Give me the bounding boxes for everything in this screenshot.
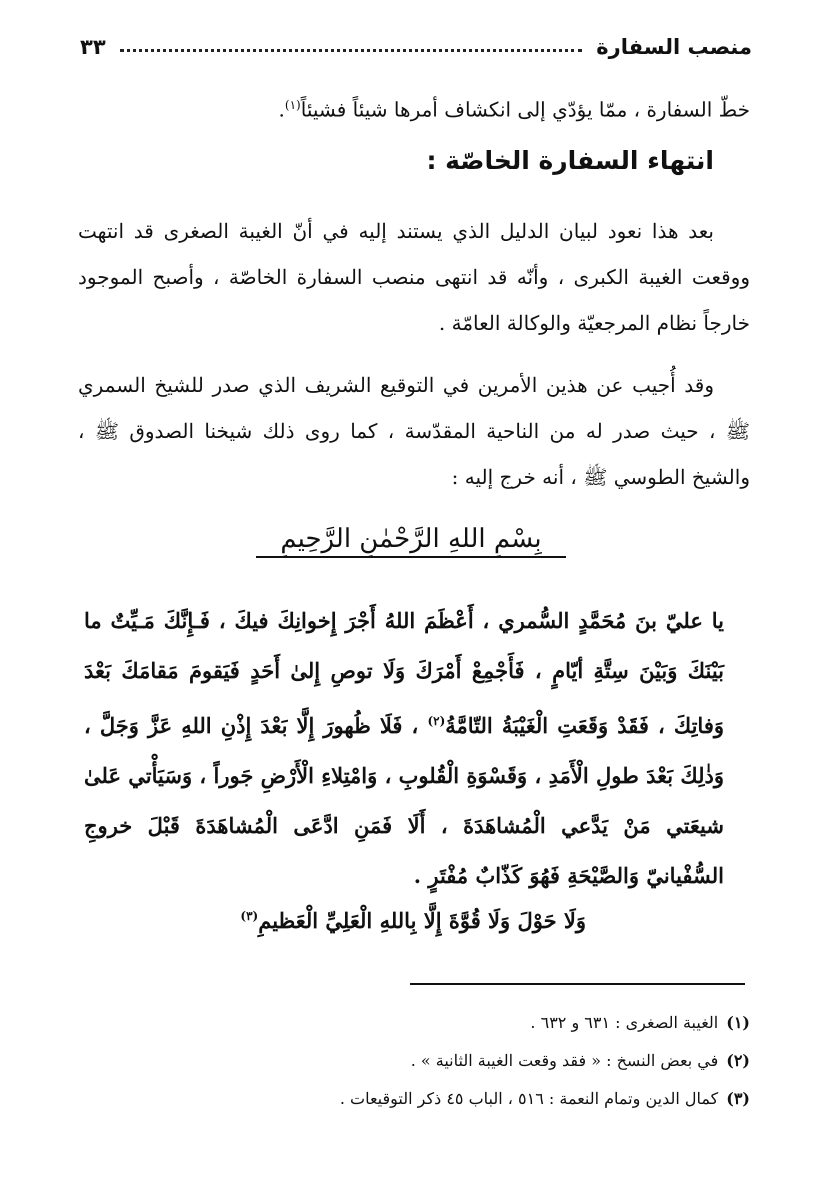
quote-part-2: ، فَلَا ظُهورَ إِلَّا بَعْدَ إِذْنِ اللهِ عَزَّ وَجَلَّ ، وَذٰلِكَ بَعْدَ طولِ الْأَمَدِ ، وَقَسْوَةِ الْقُلوبِ ، وَامْتِلاءِ الْأَرْضِ جَوراً ، وَسَيَأْتي عَلىٰ شيعَتي مَنْ يَدَّعي الْمُشاهَدَةَ ، أَلَا فَمَنِ ادَّعَى الْمُشاهَدَةَ قَبْلَ خروجِ السُّفْيانيّ وَالصَّيْحَةِ فَهُوَ كَذّابٌ مُفْتَرٍ . [84,713,724,888]
paragraph-continuation: خطّ السفارة ، ممّا يؤدّي إلى انكشاف أمرها شيئاً فشيئاً$^{(١)}$. [278,97,750,122]
paragraph-3-text: وقد أُجيب عن هذين الأمرين في التوقيع الشريف الذي صدر للشيخ السمري ﷺ ، حيث صدر له من الناحية المقدّسة ، كما روى ذلك شيخنا الصدوق ﷺ ، والشيخ الطوسي ﷺ ، أنه خرج إليه : [78,373,750,489]
basmala-calligraphy [0,524,822,558]
footnote-ref-3: (٣) [240,909,259,923]
footnote-text: كمال الدين وتمام النعمة : ٥١٦ ، الباب ٤٥ ذكر التوقيعات . [339,1089,719,1108]
footnote-ref-2: (٢) [427,714,446,728]
running-title: منصب السفارة [596,35,752,59]
footnote-item [80,1004,750,1042]
section-heading: انتهاء السفارة الخاصّة : [426,146,714,175]
footnotes [80,1004,750,1118]
quote-end-text: وَلَا حَوْلَ وَلَا قُوَّةَ إِلَّا بِاللهِ الْعَلِيِّ الْعَظيمِ [258,908,586,933]
basmala-text: بِسْمِ اللهِ الرَّحْمٰنِ الرَّحِيمِ [256,524,565,558]
paragraph-2 [78,208,750,346]
footnote-ref-1: (١) [284,98,301,112]
footnote-number: (٢) [726,1051,750,1070]
footnote-number: (١) [726,1013,750,1032]
footnote-text: في بعض النسخ : « فقد وقعت الغيبة الثانية » . [410,1051,719,1070]
paragraph-2-text: بعد هذا نعود لبيان الدليل الذي يستند إليه في أنّ الغيبة الصغرى قد انتهت ووقعت الغيبة الكبرى ، وأنّه قد انتهى منصب السفارة الخاصّة ، وأصبح الموجود خارجاً نظام المرجعيّة والوكالة العامّة . [78,219,750,335]
quote-part-1: يا عليّ بنَ مُحَمَّدٍ السُّمري ، أَعْظَمَ اللهُ أَجْرَ إِخوانِكَ فيكَ ، فَـإِنَّكَ مَـيِّتٌ ما بَيْنَكَ وَبَيْنَ سِتَّةِ أيّامٍ ، فَأَجْمِعْ أَمْرَكَ وَلَا توصِ إِلىٰ أَحَدٍ فَيَقومَ مَقامَكَ بَعْدَ وَفاتِكَ ، فَقَدْ وَقَعَتِ الْغَيْبَةُ التّامَّةُ [84,608,725,738]
page-header [80,30,752,64]
footnote-separator [410,983,745,985]
footnote-item [80,1042,750,1080]
footnote-item [80,1080,750,1118]
header-dotted-leader [120,49,583,52]
page-number: ٣٣ [80,35,106,59]
footnote-number: (٣) [726,1089,750,1108]
paragraph-1-text: خطّ السفارة ، ممّا يؤدّي إلى انكشاف أمرها شيئاً فشيئاً [300,97,750,122]
tawqi-quote [84,596,724,901]
quote-closing-line [240,908,586,933]
paragraph-3 [78,362,750,500]
footnote-text: الغيبة الصغرى : ٦٣١ و ٦٣٢ . [530,1013,719,1032]
